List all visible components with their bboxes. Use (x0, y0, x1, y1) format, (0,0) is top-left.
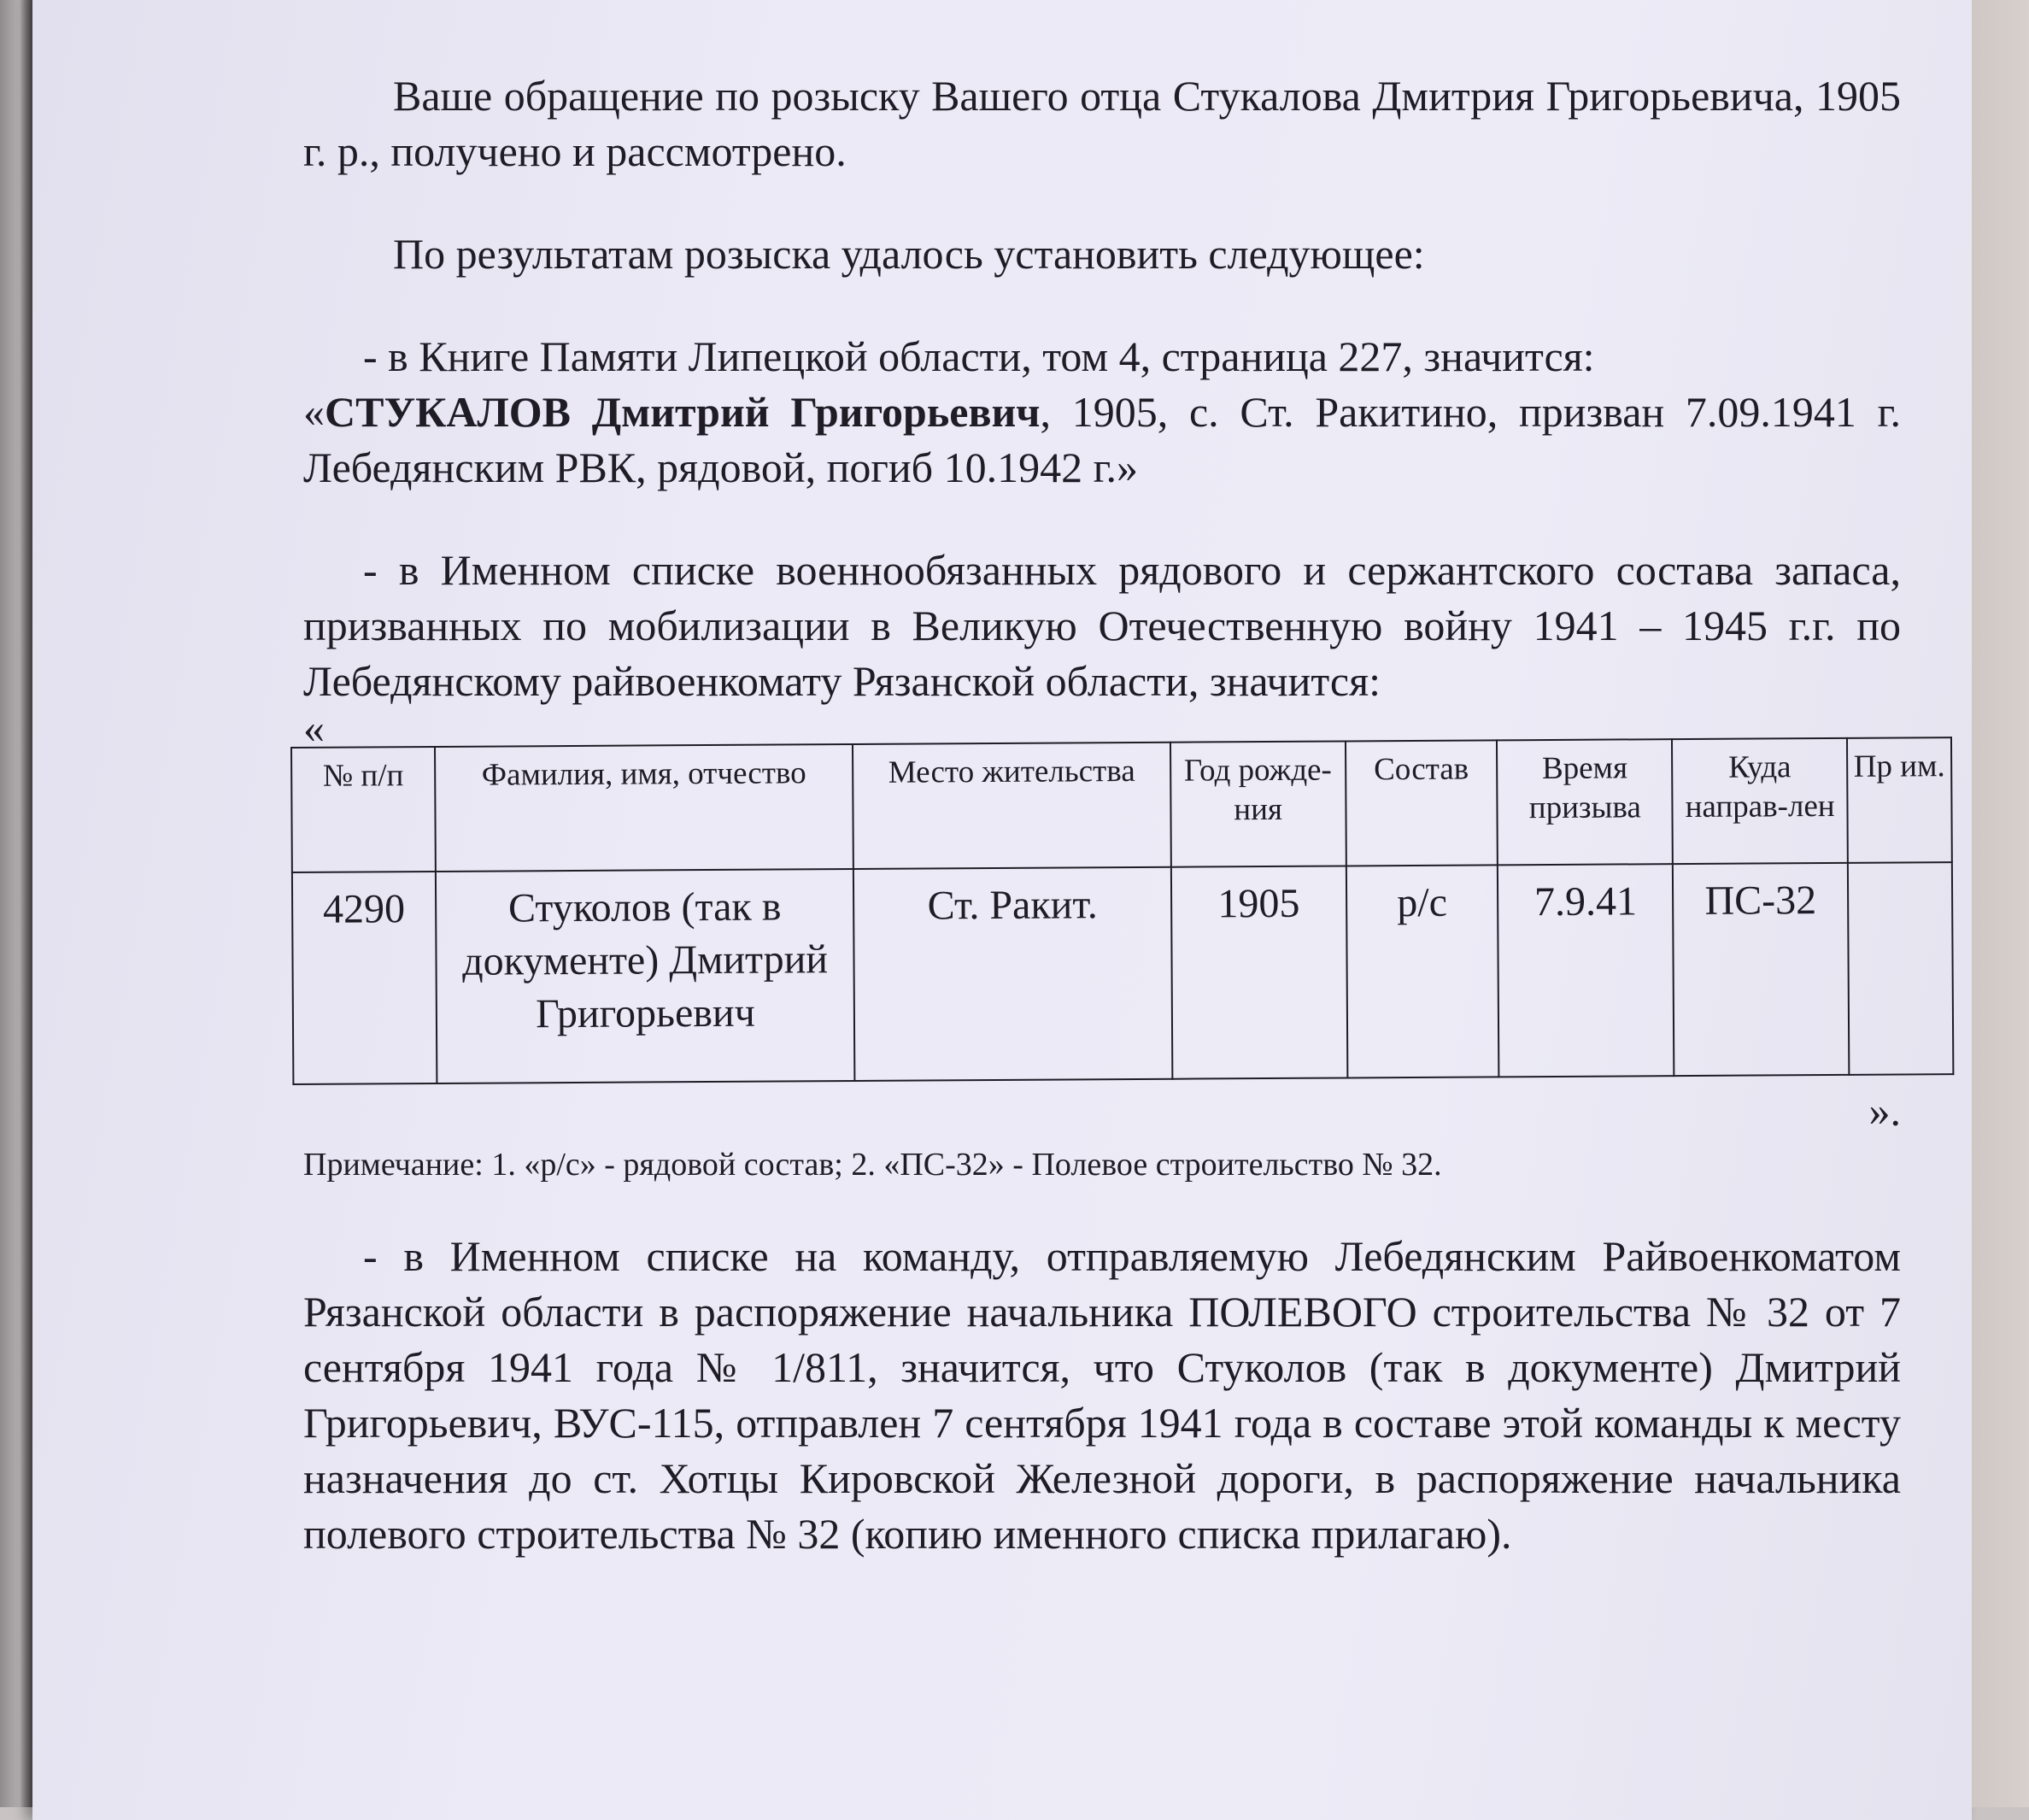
memory-book-intro: - в Книге Памяти Липецкой области, том 4, страница 227, значится: (363, 332, 1595, 380)
table-row (292, 862, 1953, 1084)
header-rank-category: Состав (1346, 740, 1498, 866)
header-call-up-date: Время призыва (1497, 739, 1673, 865)
table-close-quote: ». (1868, 1087, 1901, 1135)
paragraph-request-received: Ваше обращение по розыску Вашего отца Стукалова Дмитрия Григорьевича, 1905 г. р., получено и рассмотрено. (303, 72, 1901, 175)
cell-call-up-date: 7.9.41 (1498, 864, 1674, 1077)
desk-edge-right (1972, 0, 2029, 1807)
soldier-name-bold: СТУКАЛОВ Дмитрий Григорьевич (325, 388, 1041, 436)
table-open-quote: « (303, 704, 325, 752)
memory-book-details: , 1905, с. Ст. Ракитино, призван 7.09.1941 г. Лебедянским РВК, рядовой, погиб 10.1942 г.» (303, 388, 1901, 491)
cell-rank-category: р/с (1346, 865, 1498, 1077)
quote-mark: « (303, 388, 325, 436)
conscript-register-table (290, 737, 1954, 1085)
cell-destination: ПС-32 (1673, 863, 1849, 1076)
cell-notes (1848, 862, 1953, 1075)
memory-book-entry (303, 329, 1901, 496)
header-notes: Пр им. (1847, 737, 1952, 863)
cell-residence: Ст. Ракит. (853, 867, 1172, 1081)
footnote-abbreviations: Примечание: 1. «р/с» - рядовой состав; 2. «ПС-32» - Полевое строительство № 32. (303, 1147, 1442, 1183)
header-destination: Куда направ-лен (1672, 738, 1848, 864)
letter-body (303, 68, 1945, 1562)
header-residence: Место жительства (853, 743, 1170, 869)
paragraph-results-intro: По результатам розыска удалось установить следующее: (393, 230, 1425, 278)
paragraph-team-list: - в Именном списке на команду, отправляемую Лебедянским Райвоенкоматом Рязанской области в распоряжение начальника ПОЛЕВОГО строительства № 32 от 7 сентября 1941 года № 1/811, значится, что Стуколов (так в документе) Дмитрий Григорьевич, ВУС-115, отправлен 7 сентября 1941 года в составе этой команды к месту назначения до ст. Хотцы Кировской Железной дороги, в распоряжение начальника полевого строительства № 32 (копию именного списка прилагаю). (303, 1232, 1901, 1558)
cell-number: 4290 (292, 872, 437, 1084)
memory-book-quote (303, 385, 1901, 496)
header-birth-year: Год рожде-ния (1170, 741, 1346, 866)
header-full-name: Фамилия, имя, отчество (435, 744, 853, 872)
cell-full-name: Стуколов (так в документе) Дмитрий Григорьевич (436, 869, 855, 1083)
paragraph-mobilization-list: - в Именном списке военнообязанных рядового и сержантского состава запаса, призванных по мобилизации в Великую Отечественную войну 1941 – 1945 г.г. по Лебедянскому райвоенкомату Рязанской области, значится: (303, 546, 1901, 705)
desk-edge-left (0, 0, 32, 1807)
cell-birth-year: 1905 (1171, 866, 1347, 1078)
header-number: № п/п (291, 747, 436, 872)
table-header-row (291, 737, 1952, 872)
